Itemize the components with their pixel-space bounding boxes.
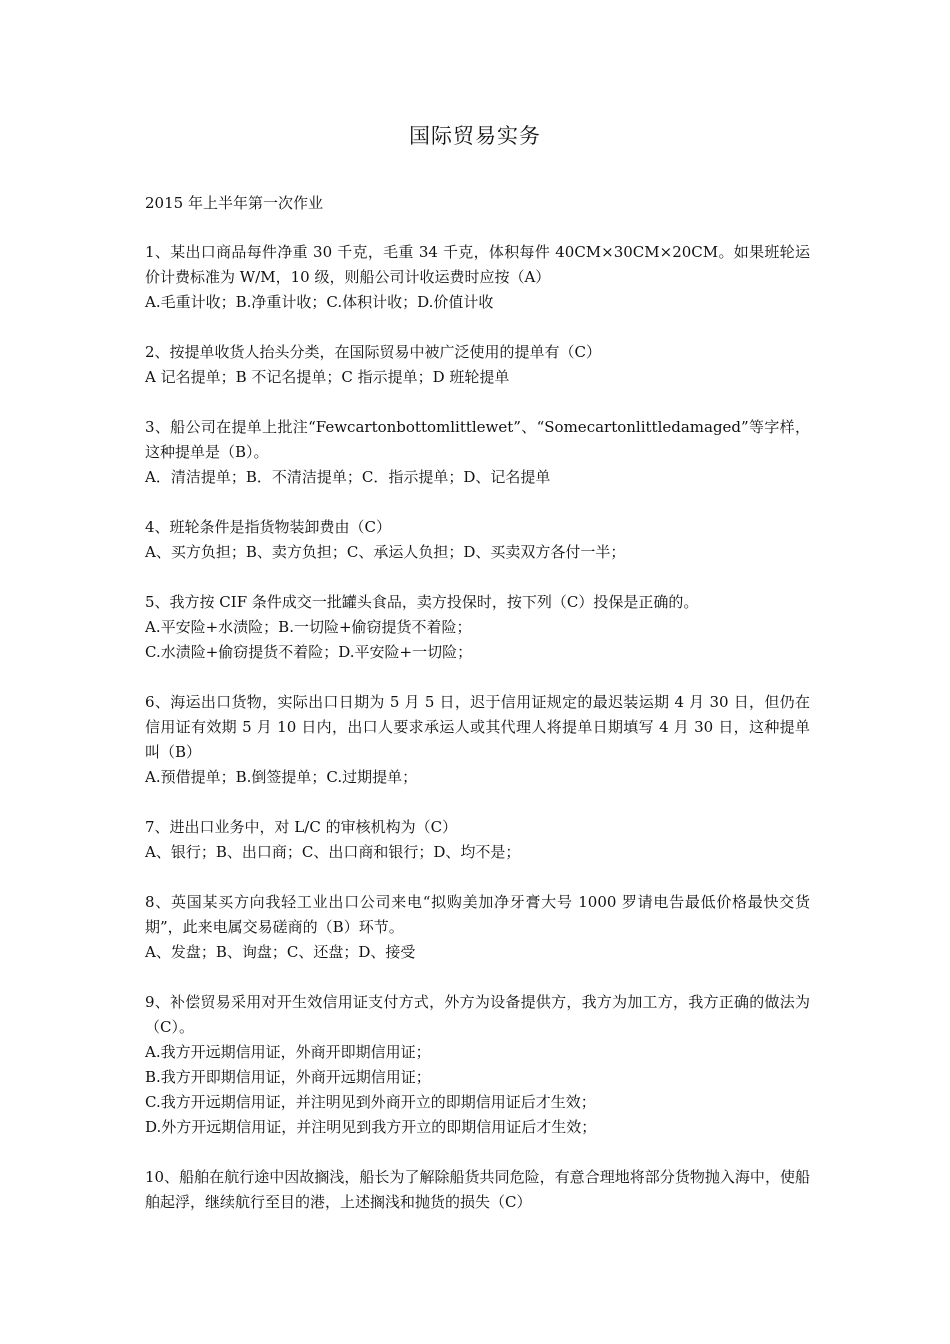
- question-item: [145, 690, 810, 790]
- question-stem: 3、船公司在提单上批注“Fewcartonbottomlittlewet”、“Somecartonlittledamaged”等字样，这种提单是（B）。: [145, 418, 810, 461]
- question-stem: 5、我方按 CIF 条件成交一批罐头食品，卖方投保时，按下列（C）投保是正确的。: [145, 593, 699, 611]
- question-options: A.毛重计收；B.净重计收；C.体积计收；D.价值计收: [145, 293, 494, 311]
- question-item: [145, 990, 810, 1140]
- question-item: [145, 515, 810, 565]
- question-list: [145, 240, 810, 1240]
- question-item: [145, 340, 810, 390]
- question-options: A、银行；B、出口商；C、出口商和银行；D、均不是；: [145, 843, 521, 861]
- question-item: [145, 1165, 810, 1215]
- question-options: A、买方负担；B、卖方负担；C、承运人负担；D、买卖双方各付一半；: [145, 543, 626, 561]
- question-stem: 10、船舶在航行途中因故搁浅，船长为了解除船货共同危险，有意合理地将部分货物抛入海中，使船舶起浮，继续航行至目的港，上述搁浅和抛货的损失（C）: [145, 1168, 810, 1211]
- question-item: [145, 590, 810, 665]
- question-item: [145, 240, 810, 315]
- question-stem: 7、进出口业务中，对 L/C 的审核机构为（C）: [145, 818, 458, 836]
- question-item: [145, 815, 810, 865]
- question-options: A.预借提单；B.倒签提单；C.过期提单；: [145, 768, 418, 786]
- question-item: [145, 890, 810, 965]
- document-subtitle: 2015 年上半年第一次作业: [145, 194, 323, 212]
- question-options: A 记名提单；B 不记名提单；C 指示提单；D 班轮提单: [145, 368, 510, 386]
- question-stem: 9、补偿贸易采用对开生效信用证支付方式，外方为设备提供方，我方为加工方，我方正确的做法为（C）。: [145, 993, 810, 1036]
- question-stem: 1、某出口商品每件净重 30 千克，毛重 34 千克，体积每件 40CM×30CM×20CM。如果班轮运价计费标准为 W/M，10 级，则船公司计收运费时应按（A）: [145, 243, 810, 286]
- question-options: D.外方开远期信用证，并注明见到我方开立的即期信用证后才生效；: [145, 1118, 597, 1136]
- question-options: A、发盘；B、询盘；C、还盘；D、接受: [145, 943, 416, 961]
- question-options: A.平安险+水渍险；B.一切险+偷窃提货不着险；: [145, 618, 472, 636]
- question-options: C.水渍险+偷窃提货不着险；D.平安险+一切险；: [145, 643, 473, 661]
- question-stem: 4、班轮条件是指货物装卸费由（C）: [145, 518, 392, 536]
- question-stem: 6、海运出口货物，实际出口日期为 5 月 5 日，迟于信用证规定的最迟装运期 4 月 30 日，但仍在信用证有效期 5 月 10 日内，出口人要求承运人或其代理人将提单日期填写 4 月 30 日，这种提单叫（B）: [145, 693, 810, 761]
- question-options: A．清洁提单；B．不清洁提单；C．指示提单；D、记名提单: [145, 468, 551, 486]
- question-options: C.我方开远期信用证，并注明见到外商开立的即期信用证后才生效；: [145, 1093, 596, 1111]
- question-stem: 2、按提单收货人抬头分类，在国际贸易中被广泛使用的提单有（C）: [145, 343, 602, 361]
- document-title: 国际贸易实务: [409, 124, 541, 148]
- question-options: B.我方开即期信用证，外商开远期信用证；: [145, 1068, 431, 1086]
- question-options: A.我方开远期信用证，外商开即期信用证；: [145, 1043, 431, 1061]
- question-item: [145, 415, 810, 490]
- question-stem: 8、英国某买方向我轻工业出口公司来电“拟购美加净牙膏大号 1000 罗请电告最低价格最快交货期”，此来电属交易磋商的（B）环节。: [145, 893, 810, 936]
